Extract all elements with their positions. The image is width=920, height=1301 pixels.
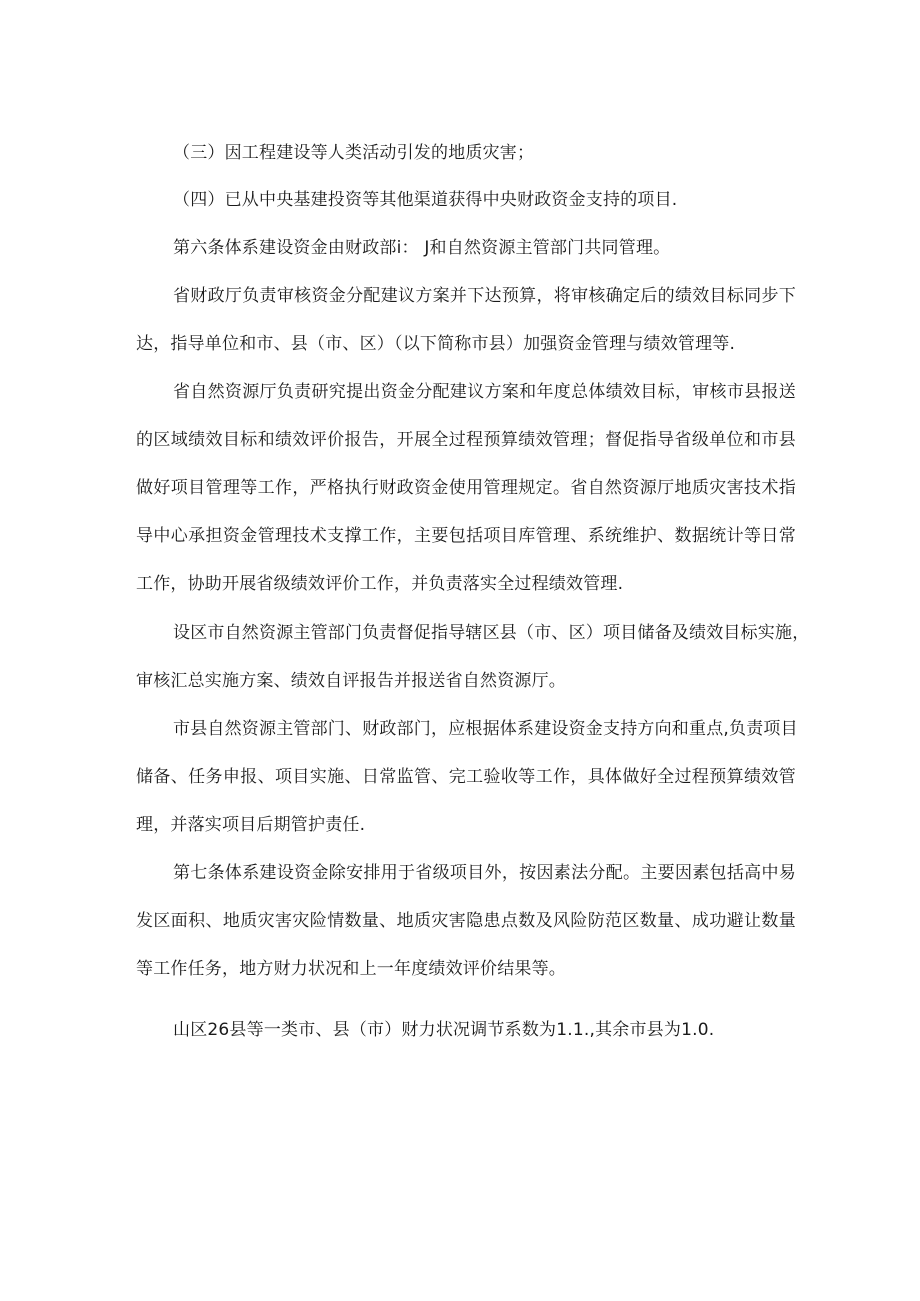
paragraph-finance-dept-line-2: 达，指导单位和市、县（市、区）（以下简称市县）加强资金管理与绩效管理等. [136, 334, 736, 354]
article-7-line-2: 发区面积、地质灾害灾险情数量、地质灾害隐患点数及风险防范区数量、成功避让数量 [136, 911, 796, 931]
article-6-heading: 第六条体系建设资金由财政部i： J和自然资源主管部门共同管理。 [173, 238, 671, 258]
paragraph-item-3: （三）因工程建设等人类活动引发的地质灾害； [173, 143, 535, 163]
paragraph-finance-dept-line-1: 省财政厅负责审核资金分配建议方案并下达预算，将审核确定后的绩效目标同步下 [173, 286, 796, 306]
paragraph-city-dept-line-2: 审核汇总实施方案、绩效自评报告并报送省自然资源厅。 [136, 671, 566, 691]
paragraph-county-dept-line-2: 储备、任务申报、项目实施、日常监管、完工验收等工作，具体做好全过程预算绩效管 [136, 767, 796, 787]
adjustment-coefficient-line: 山区26县等一类市、县（市）财力状况调节系数为1.1.,其余市县为1.0. [173, 1020, 715, 1040]
paragraph-resources-dept-line-2: 的区域绩效目标和绩效评价报告，开展全过程预算绩效管理；督促指导省级单位和市县 [136, 430, 796, 450]
paragraph-item-4: （四）已从中央基建投资等其他渠道获得中央财政资金支持的项目. [173, 190, 678, 210]
paragraph-county-dept-line-3: 理，并落实项目后期管护责任. [136, 815, 366, 835]
paragraph-resources-dept-line-3: 做好项目管理等工作，严格执行财政资金使用管理规定。省自然资源厅地质灾害技术指 [136, 478, 796, 498]
paragraph-city-dept-line-1: 设区市自然资源主管部门负责督促指导辖区县（市、区）项目储备及绩效目标实施， [173, 623, 810, 643]
paragraph-resources-dept-line-4: 导中心承担资金管理技术支撑工作，主要包括项目库管理、系统维护、数据统计等日常 [136, 526, 796, 546]
article-7-line-1: 第七条体系建设资金除安排用于省级项目外，按因素法分配。主要因素包括高中易 [173, 863, 796, 883]
paragraph-resources-dept-line-1: 省自然资源厅负责研究提出资金分配建议方案和年度总体绩效目标，审核市县报送 [173, 382, 796, 402]
article-7-line-3: 等工作任务，地方财力状况和上一年度绩效评价结果等。 [136, 959, 566, 979]
paragraph-resources-dept-line-5: 工作，协助开展省级绩效评价工作，并负责落实全过程绩效管理. [136, 574, 624, 594]
paragraph-county-dept-line-1: 市县自然资源主管部门、财政部门，应根据体系建设资金支持方向和重点,负责项目 [173, 719, 798, 739]
